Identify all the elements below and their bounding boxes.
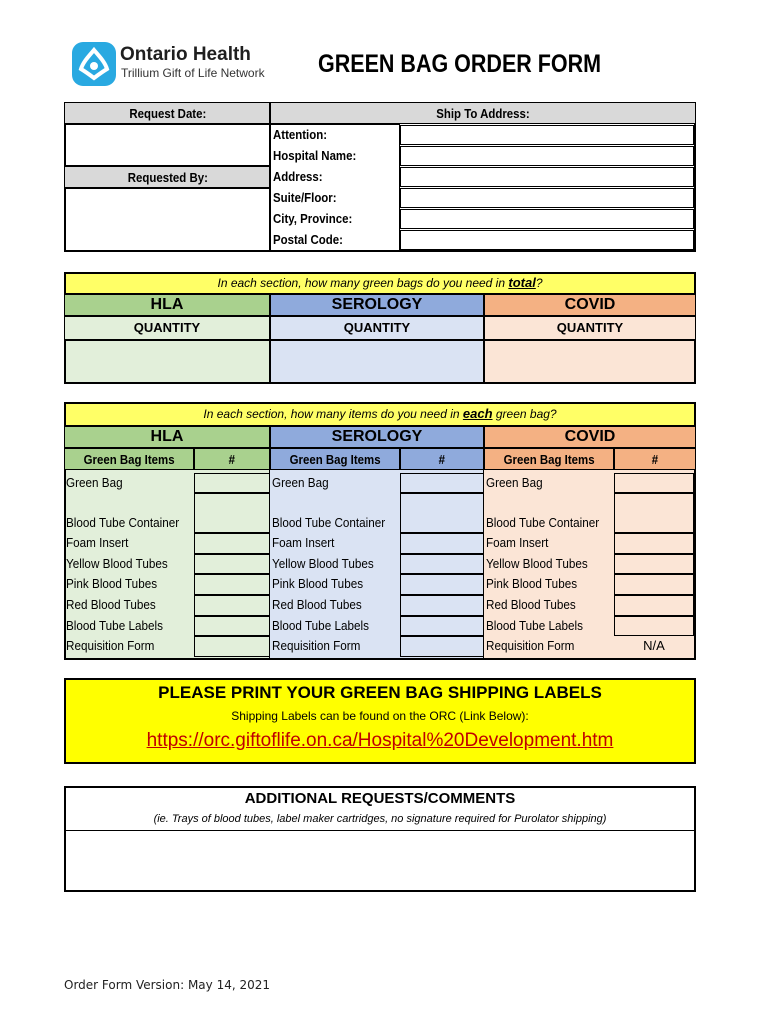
requested-by-label: Requested By: — [127, 170, 208, 185]
request-date-label: Request Date: — [129, 106, 207, 121]
serology-quantity-input[interactable] — [270, 340, 484, 384]
serology-item-green-bag: Green Bag — [272, 475, 329, 490]
request-date-input[interactable] — [64, 124, 270, 166]
total-question: In each section, how many green bags do you need in total? — [217, 275, 543, 290]
hla-item-requisition-form: Requisition Form — [66, 638, 155, 653]
suite-floor-input[interactable] — [400, 188, 694, 208]
comments-note: (ie. Trays of blood tubes, label maker cartridges, no signature required for Purolator shipping) — [153, 813, 607, 825]
address-input[interactable] — [400, 167, 694, 187]
city-province-label: City, Province: — [273, 211, 353, 226]
hla-qty-pink-blood-tubes[interactable] — [194, 574, 270, 595]
requested-by-input[interactable] — [64, 188, 270, 252]
serology-qty-blood-tube-labels[interactable] — [400, 616, 484, 636]
covid-item-foam-insert: Foam Insert — [486, 535, 549, 550]
covid-col-items-label: Green Bag Items — [503, 452, 595, 467]
ship-to-label: Ship To Address: — [436, 106, 530, 121]
comments-title: ADDITIONAL REQUESTS/COMMENTS — [244, 790, 516, 807]
covid-item-pink-blood-tubes: Pink Blood Tubes — [486, 576, 578, 591]
serology-qty-blood-tube-container[interactable] — [400, 493, 484, 533]
serology-item-yellow-blood-tubes: Yellow Blood Tubes — [272, 556, 374, 571]
serology-item-pink-blood-tubes: Pink Blood Tubes — [272, 576, 364, 591]
hla-col-items-label: Green Bag Items — [83, 452, 175, 467]
covid-total-title: COVID — [564, 296, 616, 313]
hospital-name-label: Hospital Name: — [273, 148, 357, 163]
hla-items-title: HLA — [150, 428, 184, 445]
serology-item-foam-insert: Foam Insert — [272, 535, 335, 550]
hla-quantity-input[interactable] — [64, 340, 270, 384]
city-province-input[interactable] — [400, 209, 694, 229]
serology-item-requisition-form: Requisition Form — [272, 638, 361, 653]
postal-code-input[interactable] — [400, 230, 694, 250]
org-name: Ontario Health — [120, 44, 251, 65]
covid-qty-pink-blood-tubes[interactable] — [614, 574, 694, 595]
hla-item-yellow-blood-tubes: Yellow Blood Tubes — [66, 556, 168, 571]
covid-qty-foam-insert[interactable] — [614, 533, 694, 554]
serology-qty-red-blood-tubes[interactable] — [400, 595, 484, 616]
hla-total-title: HLA — [150, 296, 184, 313]
covid-qty-yellow-blood-tubes[interactable] — [614, 554, 694, 574]
hla-qty-foam-insert[interactable] — [194, 533, 270, 554]
ontario-trillium-logo-icon — [72, 42, 116, 86]
hla-qty-blood-tube-labels[interactable] — [194, 616, 270, 636]
serology-items-title: SEROLOGY — [331, 428, 423, 445]
covid-qty-blood-tube-labels[interactable] — [614, 616, 694, 636]
covid-item-red-blood-tubes: Red Blood Tubes — [486, 597, 576, 612]
shipping-labels-subtitle: Shipping Labels can be found on the ORC (Link Below): — [231, 709, 529, 723]
covid-qty-blood-tube-container[interactable] — [614, 493, 694, 533]
covid-item-yellow-blood-tubes: Yellow Blood Tubes — [486, 556, 588, 571]
hla-quantity-label: QUANTITY — [133, 320, 201, 335]
hla-item-green-bag: Green Bag — [66, 475, 123, 490]
covid-col-num-label: # — [651, 452, 659, 467]
hla-qty-green-bag[interactable] — [194, 473, 270, 493]
covid-qty-requisition-form-na: N/A — [643, 638, 665, 653]
hla-qty-yellow-blood-tubes[interactable] — [194, 554, 270, 574]
hospital-name-input[interactable] — [400, 146, 694, 166]
hla-qty-blood-tube-container[interactable] — [194, 493, 270, 533]
serology-qty-foam-insert[interactable] — [400, 533, 484, 554]
serology-qty-green-bag[interactable] — [400, 473, 484, 493]
serology-total-title: SEROLOGY — [331, 296, 423, 313]
shipping-labels-title: PLEASE PRINT YOUR GREEN BAG SHIPPING LABELS — [158, 683, 602, 702]
serology-qty-yellow-blood-tubes[interactable] — [400, 554, 484, 574]
total-emphasis: total — [508, 275, 536, 290]
hla-col-num-label: # — [228, 452, 236, 467]
form-version: Order Form Version: May 14, 2021 — [64, 978, 271, 992]
each-question: In each section, how many items do you need in each green bag? — [203, 406, 557, 421]
hla-item-blood-tube-container: Blood Tube Container — [66, 515, 180, 530]
attention-input[interactable] — [400, 125, 694, 145]
serology-item-blood-tube-container: Blood Tube Container — [272, 515, 386, 530]
each-emphasis: each — [462, 406, 493, 421]
hla-item-blood-tube-labels: Blood Tube Labels — [66, 618, 163, 633]
serology-col-items-label: Green Bag Items — [289, 452, 381, 467]
covid-quantity-input[interactable] — [484, 340, 696, 384]
covid-item-requisition-form: Requisition Form — [486, 638, 575, 653]
hla-item-red-blood-tubes: Red Blood Tubes — [66, 597, 156, 612]
postal-code-label: Postal Code: — [273, 232, 343, 247]
hla-qty-red-blood-tubes[interactable] — [194, 595, 270, 616]
serology-qty-requisition-form[interactable] — [400, 636, 484, 657]
covid-qty-green-bag[interactable] — [614, 473, 694, 493]
serology-item-red-blood-tubes: Red Blood Tubes — [272, 597, 362, 612]
comments-input[interactable] — [66, 830, 694, 890]
serology-quantity-label: QUANTITY — [343, 320, 411, 335]
covid-item-green-bag: Green Bag — [486, 475, 543, 490]
hla-item-foam-insert: Foam Insert — [66, 535, 129, 550]
shipping-labels-link[interactable]: https://orc.giftoflife.on.ca/Hospital%20Development.htm — [146, 730, 614, 751]
attention-label: Attention: — [273, 127, 328, 142]
covid-item-blood-tube-labels: Blood Tube Labels — [486, 618, 583, 633]
hla-qty-requisition-form[interactable] — [194, 636, 270, 657]
suite-floor-label: Suite/Floor: — [273, 190, 337, 205]
address-label: Address: — [273, 169, 323, 184]
covid-items-title: COVID — [564, 428, 616, 445]
hla-item-pink-blood-tubes: Pink Blood Tubes — [66, 576, 158, 591]
covid-item-blood-tube-container: Blood Tube Container — [486, 515, 600, 530]
serology-item-blood-tube-labels: Blood Tube Labels — [272, 618, 369, 633]
covid-quantity-label: QUANTITY — [556, 320, 624, 335]
org-subtitle: Trillium Gift of Life Network — [121, 66, 265, 80]
serology-col-num-label: # — [438, 452, 445, 467]
form-title: GREEN BAG ORDER FORM — [318, 50, 602, 78]
covid-qty-red-blood-tubes[interactable] — [614, 595, 694, 616]
serology-qty-pink-blood-tubes[interactable] — [400, 574, 484, 595]
